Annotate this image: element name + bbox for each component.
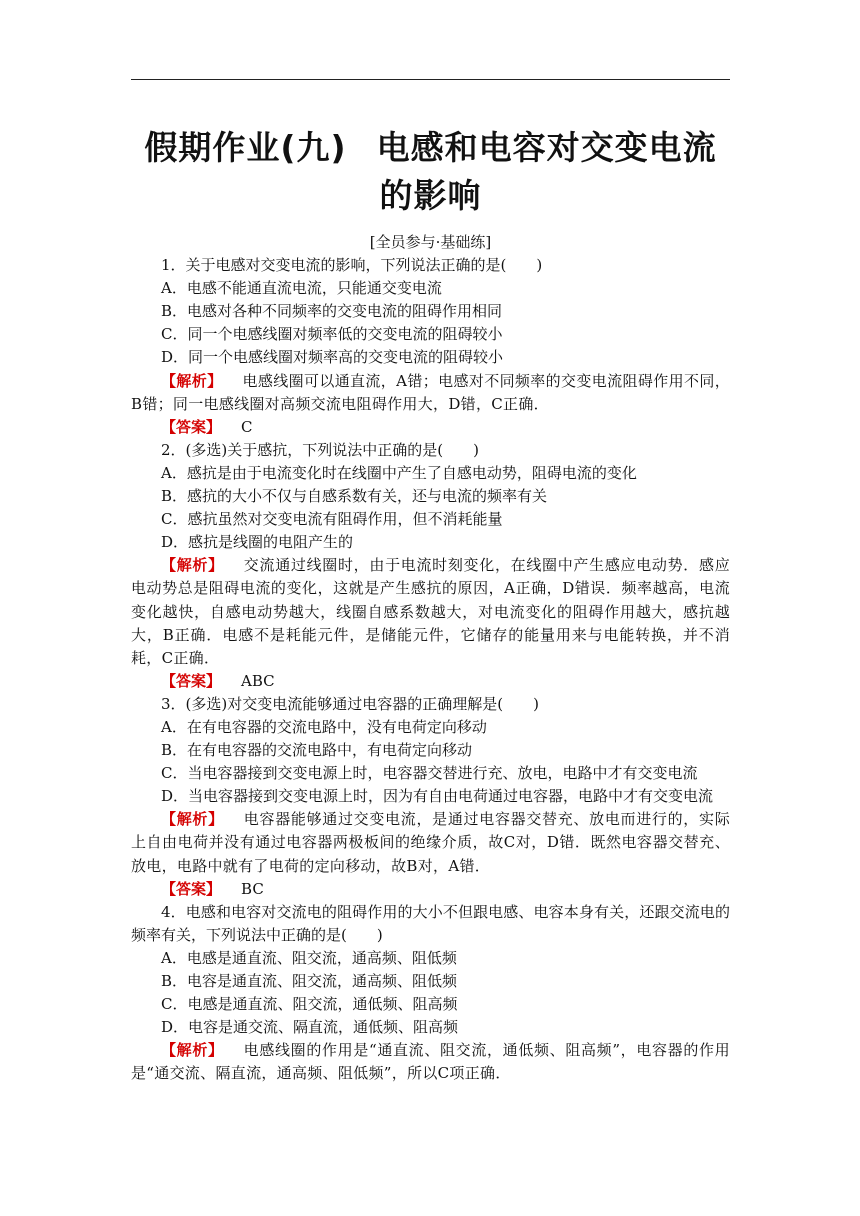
option: C．同一个电感线圈对频率低的交变电流的阻碍较小	[161, 325, 503, 344]
question-stem: 3．(多选)对交变电流能够通过电容器的正确理解是( )	[161, 694, 539, 713]
question-stem: 4．电感和电容对交流电的阻碍作用的大小不但跟电感、电容本身有关，还跟交流电的频率有关，下列说法中正确的是( )	[131, 902, 730, 944]
analysis-paragraph	[131, 370, 730, 416]
answer-paragraph	[131, 416, 730, 439]
analysis-text: 电容器能够通过交变电流，是通过电容器交替充、放电而进行的，实际上自由电荷并没有通过电容器两极板间的绝缘介质，故C对，D错．既然电容器交替充、放电，电路中就有了电荷的定向移动，故B对，A错．	[131, 810, 730, 875]
option: C．感抗虽然对交变电流有阻碍作用，但不消耗能量	[161, 510, 503, 529]
answer-label: 【答案】	[161, 671, 222, 690]
analysis-label: 【解析】	[161, 810, 224, 829]
title-part2: 电感和电容对交变电流的影响	[376, 128, 717, 215]
document-body	[131, 231, 730, 1085]
option: A．电感不能通直流电流，只能通交变电流	[161, 279, 442, 298]
option: B．电容是通直流、阻交流，通高频、阻低频	[161, 972, 458, 990]
answer-text: BC	[241, 879, 264, 898]
option: D．当电容器接到交变电源上时，因为有自由电荷通过电容器，电路中才有交变电流	[161, 787, 714, 806]
answer-label: 【答案】	[161, 879, 222, 898]
option: A．电感是通直流、阻交流，通高频、阻低频	[161, 948, 457, 967]
analysis-label: 【解析】	[161, 1041, 224, 1060]
answer-paragraph	[131, 670, 730, 693]
option: B．感抗的大小不仅与自感系数有关，还与电流的频率有关	[161, 487, 548, 506]
analysis-paragraph	[131, 1039, 730, 1085]
analysis-text: 电感线圈的作用是“通直流、阻交流，通低频、阻高频”，电容器的作用是“通交流、隔直流，通高频、阻低频”，所以C项正确．	[131, 1041, 730, 1083]
answer-text: C	[241, 417, 253, 436]
analysis-text: 交流通过线圈时，由于电流时刻变化，在线圈中产生感应电动势．感应电动势总是阻碍电流的变化，这就是产生感抗的原因，A正确，D错误．频率越高，电流变化越快，自感电动势越大，线圈自感系数越大，对电流变化的阻碍作用越大，感抗越大，B正确．电感不是耗能元件，是储能元件，它储存的能量用来与电能转换，并不消耗，C正确．	[131, 556, 730, 667]
section-heading: [全员参与·基础练]	[369, 233, 492, 251]
option: A．感抗是由于电流变化时在线圈中产生了自感电动势，阻碍电流的变化	[161, 463, 637, 482]
option: C．当电容器接到交变电源上时，电容器交替进行充、放电，电路中才有交变电流	[161, 764, 698, 783]
analysis-text: 电感线圈可以通直流，A错；电感对不同频率的交变电流阻碍作用不同，B错；同一电感线圈对高频交流电阻碍作用大，D错，C正确．	[131, 371, 731, 413]
analysis-paragraph	[131, 808, 730, 877]
option: D．同一个电感线圈对频率高的交变电流的阻碍较小	[161, 348, 504, 367]
analysis-paragraph	[131, 554, 730, 669]
title-part1: 假期作业(九)	[144, 128, 347, 167]
answer-paragraph	[131, 878, 730, 901]
option: D．感抗是线圈的电阻产生的	[161, 533, 354, 552]
header-rule	[131, 79, 730, 80]
question-stem: 2．(多选)关于感抗，下列说法中正确的是( )	[161, 440, 479, 459]
answer-text: ABC	[241, 671, 275, 690]
question-stem: 1．关于电感对交变电流的影响，下列说法正确的是( )	[161, 256, 543, 275]
option: C．电感是通直流、阻交流，通低频、阻高频	[161, 995, 458, 1014]
option: D．电容是通交流、隔直流，通低频、阻高频	[161, 1018, 459, 1037]
option: B．在有电容器的交流电路中，有电荷定向移动	[161, 741, 473, 760]
analysis-label: 【解析】	[161, 556, 224, 575]
option: B．电感对各种不同频率的交变电流的阻碍作用相同	[161, 302, 503, 321]
answer-label: 【答案】	[161, 417, 222, 436]
analysis-label: 【解析】	[161, 371, 223, 390]
page-title	[131, 124, 730, 220]
option: A．在有电容器的交流电路中，没有电荷定向移动	[161, 717, 487, 736]
